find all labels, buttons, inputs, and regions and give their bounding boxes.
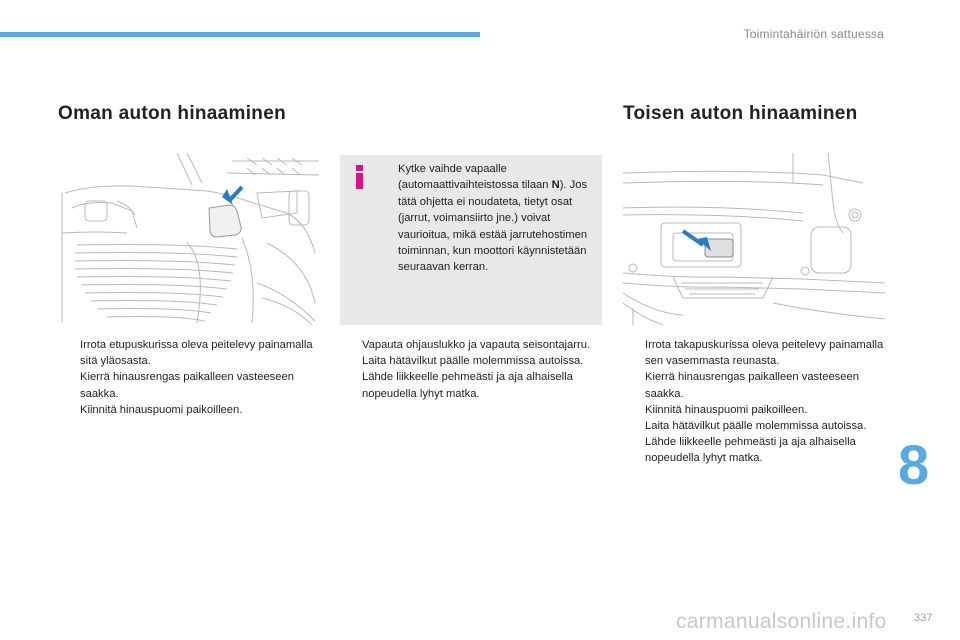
front-bumper-illustration [57, 153, 319, 325]
list-item: Laita hätävilkut päälle molemmissa autoissa. [362, 355, 584, 368]
watermark: carmanualsonline.info [676, 610, 887, 633]
list-item: Kiinnitä hinauspuomi paikoilleen. [80, 403, 243, 416]
list-item: Laita hätävilkut päälle molemmissa autoissa. [645, 420, 867, 433]
list-item: Irrota takapuskurissa oleva peitelevy painamalla sen vasemmasta reunasta. [645, 339, 884, 368]
info-text: Kytke vaihde vapaalle (automaattivaihteistossa tilaan N). Jos tätä ohjetta ei noudateta, tietyt osat (jarrut, voimansiirto jne.) voivat vaurioitua, mikä estää jarrutehostimen toiminnan, kun moottori käynnistetään seuraavan kerran. [398, 163, 588, 274]
left-steps-list [58, 337, 320, 418]
page-number: 337 [914, 612, 933, 624]
list-item: Lähde liikkeelle pehmeästi ja aja alhaisella nopeudella lyhyt matka. [645, 436, 856, 465]
info-box [340, 155, 602, 325]
list-item: Kierrä hinausrengas paikalleen vasteeseen saakka. [80, 371, 294, 400]
info-icon [352, 165, 368, 189]
list-item: Kierrä hinausrengas paikalleen vasteeseen saakka. [645, 371, 859, 400]
list-item: Irrota etupuskurissa oleva peitelevy painamalla sitä yläosasta. [80, 339, 313, 368]
rear-bumper-illustration [623, 153, 885, 325]
chapter-title: Toimintahäiriön sattuessa [743, 27, 884, 41]
section-title-other-car: Toisen auton hinaaminen [623, 103, 858, 124]
right-steps-list [623, 337, 887, 467]
section-title-own-car: Oman auton hinaaminen [58, 103, 286, 124]
list-item: Vapauta ohjauslukko ja vapauta seisontajarru. [362, 339, 591, 351]
list-item: Lähde liikkeelle pehmeästi ja aja alhaisella nopeudella lyhyt matka. [362, 371, 573, 400]
list-item: Kiinnitä hinauspuomi paikoilleen. [645, 403, 808, 416]
middle-steps-list [340, 337, 604, 402]
top-accent-bar [0, 32, 480, 37]
chapter-number: 8 [898, 433, 930, 496]
